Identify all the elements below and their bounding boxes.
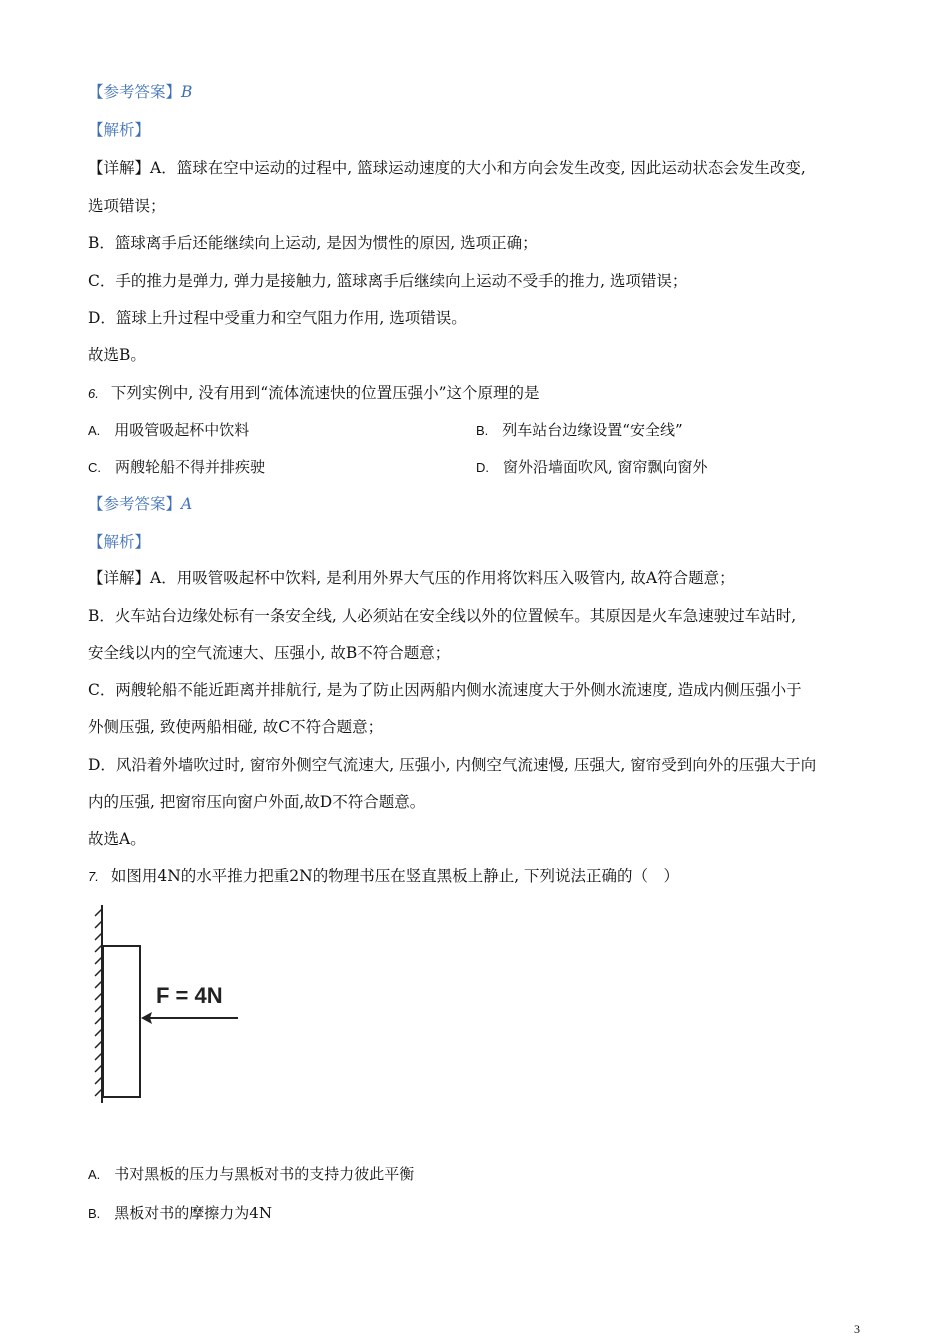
detail-line: 选项错误； <box>88 197 166 215</box>
page-number: 3 <box>854 1322 860 1336</box>
question-number: 6. <box>88 386 99 401</box>
option-letter: B. <box>476 423 489 438</box>
option-text: 书对黑板的压力与黑板对书的支持力彼此平衡 <box>114 1165 415 1183</box>
answer-line-5 <box>88 82 192 102</box>
question-text: 下列实例中, 没有用到“流体流速快的位置压强小”这个原理的是 <box>110 384 540 402</box>
option-letter: B. <box>88 1206 101 1221</box>
detail-line: 安全线以内的空气流速大、压强小, 故B不符合题意； <box>88 644 451 662</box>
option-text: 窗外沿墙面吹风, 窗帘飘向窗外 <box>503 458 708 476</box>
detail-line: C．手的推力是弹力, 弹力是接触力, 篮球离手后继续向上运动不受手的推力, 选项错误； <box>88 272 688 290</box>
detail-line: 外侧压强, 致使两船相碰, 故C不符合题意； <box>88 718 384 736</box>
detail-line: B．篮球离手后还能继续向上运动, 是因为惯性的原因, 选项正确； <box>88 234 538 252</box>
detail-text: A．用吸管吸起杯中饮料, 是利用外界大气压的作用将饮料压入吸管内, 故A符合题意； <box>150 569 735 587</box>
option-letter: D. <box>476 460 489 475</box>
option-text: 列车站台边缘设置“安全线” <box>502 421 683 439</box>
detail-line: D．篮球上升过程中受重力和空气阻力作用, 选项错误。 <box>88 309 467 327</box>
analysis-label: 【解析】 <box>88 121 151 139</box>
detail-line: C．两艘轮船不能近距离并排航行, 是为了防止因两船内侧水流速度大于外侧水流速度, 造成内侧压强小于 <box>88 681 802 699</box>
answer-value: B <box>181 83 193 101</box>
option-a <box>88 420 249 441</box>
question-number: 7. <box>88 869 99 884</box>
detail-line <box>88 568 735 588</box>
option-text: 两艘轮船不得并排疾驶 <box>115 458 266 476</box>
option-letter: A. <box>88 1167 101 1182</box>
question-7-stem <box>88 866 679 887</box>
book-block <box>103 946 140 1097</box>
detail-line: B．火车站台边缘处标有一条安全线, 人必须站在安全线以外的位置候车。其原因是火车急速驶过车站时, <box>88 607 797 625</box>
answer-label: 【参考答案】 <box>88 495 182 513</box>
force-diagram <box>92 903 252 1108</box>
detail-label: 【详解】 <box>88 569 151 587</box>
answer-value: A <box>181 495 193 513</box>
answer-line-6 <box>88 494 192 514</box>
detail-line: D．风沿着外墙吹过时, 窗帘外侧空气流速大, 压强小, 内侧空气流速慢, 压强大, 窗帘受到向外的压强大于向 <box>88 756 817 774</box>
option-text: 黑板对书的摩擦力为4N <box>114 1204 272 1222</box>
option-b <box>88 1203 272 1224</box>
option-c <box>88 457 265 478</box>
detail-line <box>88 158 806 178</box>
conclusion-line: 故选B。 <box>88 346 146 364</box>
option-letter: A. <box>88 423 101 438</box>
question-6-stem <box>88 383 540 404</box>
option-text: 用吸管吸起杯中饮料 <box>114 421 250 439</box>
option-b <box>476 420 683 441</box>
option-d <box>476 457 708 478</box>
conclusion-line: 故选A。 <box>88 830 146 848</box>
option-letter: C. <box>88 460 101 475</box>
option-a <box>88 1164 414 1185</box>
force-diagram-svg <box>92 903 252 1108</box>
force-label: F = 4N <box>156 983 223 1008</box>
wall-hatching <box>95 909 102 1096</box>
detail-label: 【详解】 <box>88 159 151 177</box>
detail-text: A．篮球在空中运动的过程中, 篮球运动速度的大小和方向会发生改变, 因此运动状态会发生改变, <box>150 159 806 177</box>
question-text: 如图用4N的水平推力把重2N的物理书压在竖直黑板上静止, 下列说法正确的（ ） <box>110 867 680 885</box>
detail-line: 内的压强, 把窗帘压向窗户外面,故D不符合题意。 <box>88 793 426 811</box>
analysis-label: 【解析】 <box>88 533 151 551</box>
answer-label: 【参考答案】 <box>88 83 182 101</box>
